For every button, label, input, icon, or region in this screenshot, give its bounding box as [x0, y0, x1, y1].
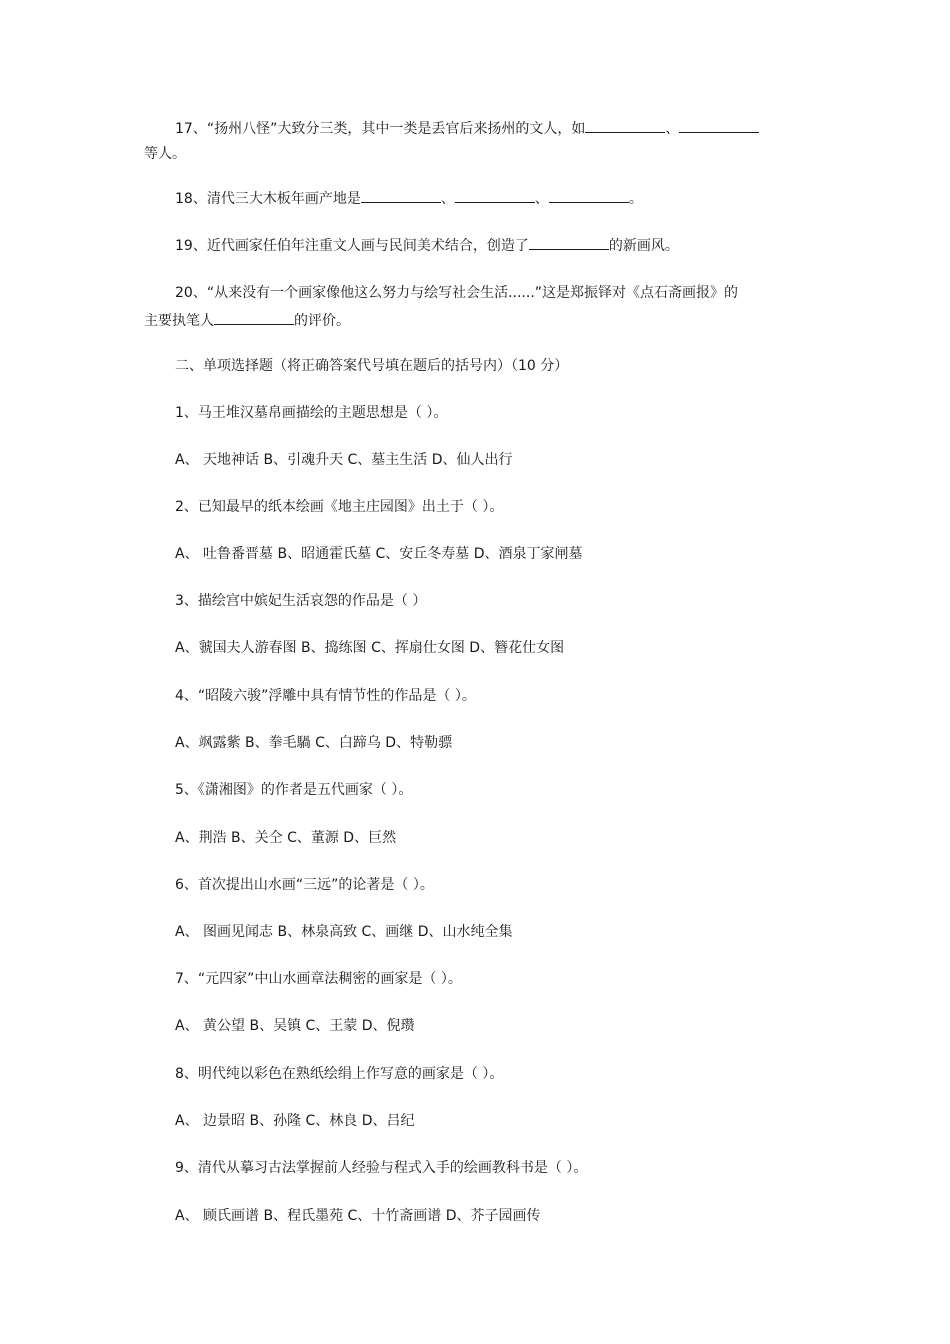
question-19-end: 的新画风。 [608, 238, 679, 254]
answer-options: A、 吐鲁番晋墓 B、昭通霍氏墓 C、安丘冬寿墓 D、酒泉丁家闸墓 [175, 546, 583, 562]
answer-options: A、 天地神话 B、引魂升天 C、墓主生活 D、仙人出行 [175, 452, 513, 468]
answer-blank[interactable] [549, 188, 629, 203]
answer-options: A、飒露紫 B、拳毛騧 C、白蹄乌 D、特勒骠 [175, 735, 453, 751]
question-stem: 4、“昭陵六骏”浮雕中具有情节性的作品是（ ）。 [175, 688, 476, 704]
question-19 [144, 235, 814, 256]
answer-options: A、 边景昭 B、孙隆 C、林良 D、吕纪 [175, 1113, 415, 1129]
question-17-line1 [144, 118, 814, 139]
answer-options: A、 黄公望 B、吴镇 C、王蒙 D、倪瓒 [175, 1018, 415, 1034]
answer-options: A、荆浩 B、关仝 C、董源 D、巨然 [175, 830, 397, 846]
question-20-text: 20、“从来没有一个画家像他这么努力与绘写社会生活......”这是郑振铎对《点石斋画报》的 [175, 285, 739, 301]
separator: 、 [534, 191, 549, 207]
question-stem: 5、《潇湘图》的作者是五代画家（ ）。 [175, 782, 413, 798]
question-stem: 3、描绘宫中嫔妃生活哀怨的作品是（ ） [175, 593, 427, 609]
answer-options: A、 顾氏画谱 B、程氏墨苑 C、十竹斋画谱 D、芥子园画传 [175, 1208, 541, 1224]
question-17-continuation: 等人。 [144, 146, 186, 162]
answer-blank[interactable] [585, 118, 665, 133]
answer-blank[interactable] [214, 310, 294, 325]
section-heading: 二、单项选择题（将正确答案代号填在题后的括号内）（10 分） [175, 358, 569, 374]
question-17-text: 17、“扬州八怪”大致分三类，其中一类是丢官后来扬州的文人，如 [175, 121, 586, 137]
separator: 、 [665, 121, 680, 137]
question-stem: 9、清代从摹习古法掌握前人经验与程式入手的绘画教科书是（ ）。 [175, 1160, 588, 1176]
answer-blank[interactable] [679, 118, 759, 133]
question-stem: 1、马王堆汉墓帛画描绘的主题思想是（ ）。 [175, 405, 448, 421]
question-18-text: 18、清代三大木板年画产地是 [175, 191, 361, 207]
answer-blank[interactable] [455, 188, 535, 203]
question-18 [144, 188, 814, 209]
separator: 、 [440, 191, 455, 207]
question-stem: 2、已知最早的纸本绘画《地主庄园图》出土于（ ）。 [175, 499, 504, 515]
question-stem: 7、“元四家”中山水画章法稠密的画家是（ ）。 [175, 971, 462, 987]
terminator: 。 [628, 191, 643, 207]
answer-options: A、虢国夫人游春图 B、捣练图 C、挥扇仕女图 D、簪花仕女图 [175, 640, 565, 656]
question-20-continuation: 主要执笔人 [144, 313, 214, 329]
answer-options: A、 图画见闻志 B、林泉高致 C、画继 D、山水纯全集 [175, 924, 513, 940]
answer-blank[interactable] [529, 235, 609, 250]
question-20-line1 [144, 283, 814, 303]
question-20-line2 [144, 310, 814, 331]
question-stem: 8、明代纯以彩色在熟纸绘绢上作写意的画家是（ ）。 [175, 1066, 504, 1082]
question-19-text: 19、近代画家任伯年注重文人画与民间美术结合，创造了 [175, 238, 529, 254]
question-stem: 6、首次提出山水画“三远”的论著是（ ）。 [175, 877, 434, 893]
answer-blank[interactable] [361, 188, 441, 203]
question-17-line2 [144, 144, 814, 164]
question-20-end: 的评价。 [294, 313, 350, 329]
